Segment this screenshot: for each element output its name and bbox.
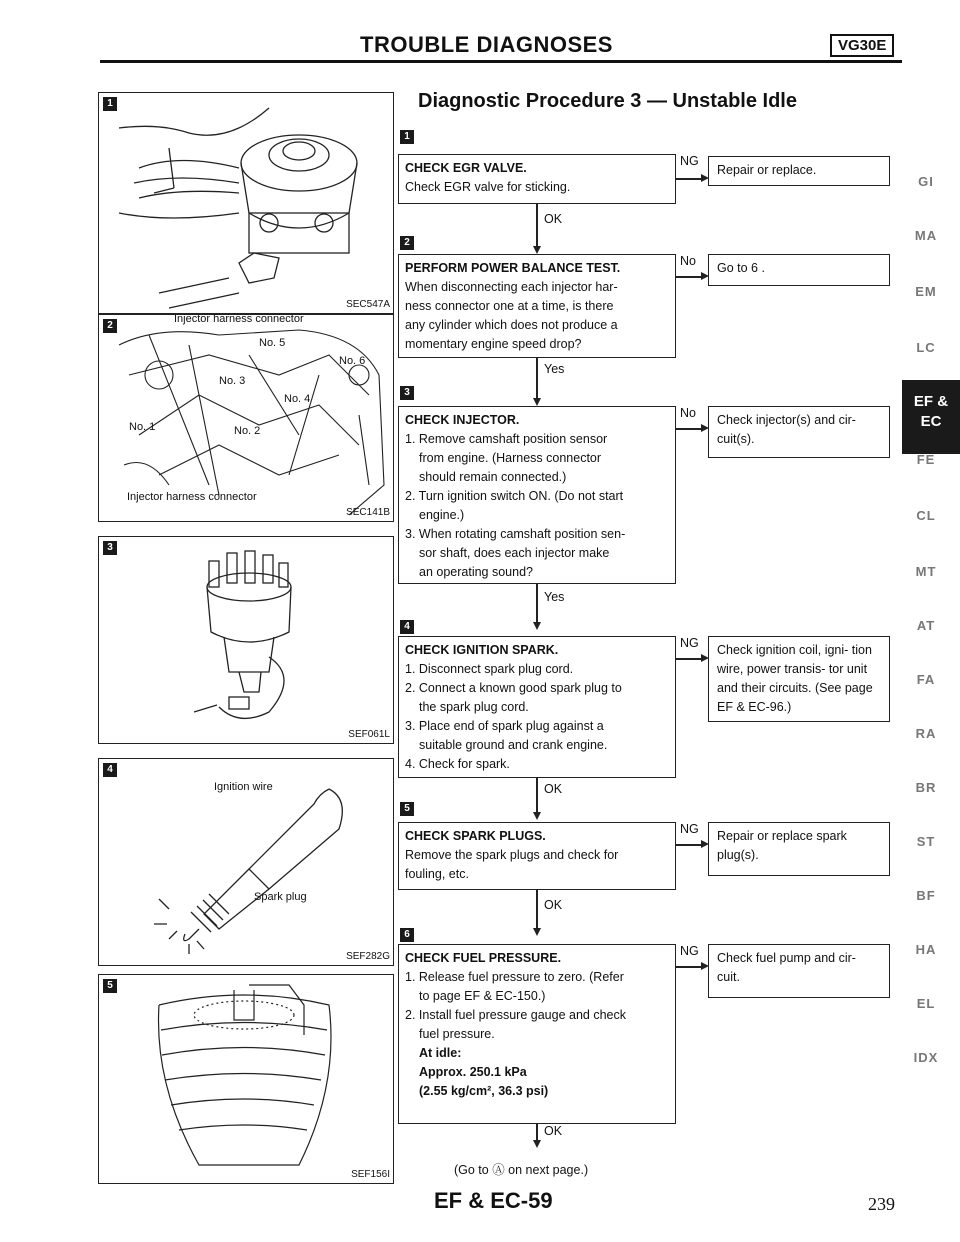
side-tab-cl[interactable]: CL [916, 508, 936, 523]
step-heading: CHECK IGNITION SPARK. [405, 643, 559, 657]
side-tab-el[interactable]: EL [916, 996, 936, 1011]
side-tab-idx[interactable]: IDX [913, 1050, 939, 1065]
result-box: Go to 6 . [708, 254, 890, 286]
figure-egr-valve [98, 92, 394, 314]
result-connector [676, 276, 702, 278]
side-tab-fe[interactable]: FE [916, 452, 936, 467]
step-line: 2. Turn ignition switch ON. (Do not start [405, 489, 624, 503]
step-number-badge: 4 [400, 620, 414, 634]
flow-arrow [533, 928, 541, 936]
harness-label-top: Injector harness connector [174, 313, 304, 325]
side-tab-ha[interactable]: HA [915, 942, 937, 957]
step-line: the spark plug cord. [419, 700, 529, 714]
figure-code: SEF282G [346, 951, 390, 962]
step-number-badge: 1 [400, 130, 414, 144]
step-box-egr [398, 154, 676, 204]
flow-connector [536, 890, 538, 932]
next-tag: OK [544, 782, 563, 796]
figure-code: SEF061L [348, 729, 390, 740]
step-box-fuel-pressure [398, 944, 676, 1124]
flow-arrow [533, 398, 541, 406]
next-tag: Yes [544, 590, 565, 604]
result-box: Check fuel pump and cir- cuit. [708, 944, 890, 998]
result-tag: NG [680, 636, 699, 650]
step-line: 1. Disconnect spark plug cord. [405, 662, 574, 676]
result-tag: No [680, 406, 696, 420]
step-line: fouling, etc. [405, 867, 469, 881]
step-line: momentary engine speed drop? [405, 337, 582, 351]
side-tab-ra[interactable]: RA [915, 726, 937, 741]
figure-number-badge: 5 [103, 979, 117, 993]
result-connector [676, 966, 702, 968]
distributor-illustration [99, 537, 395, 745]
page-footer-section: EF & EC-59 [434, 1188, 553, 1213]
next-tag: OK [544, 1124, 563, 1138]
side-tab-ma[interactable]: MA [914, 228, 938, 243]
flow-arrow [533, 622, 541, 630]
figure-number-badge: 3 [103, 541, 117, 555]
step-heading: PERFORM POWER BALANCE TEST. [405, 261, 621, 275]
step-number-badge: 6 [400, 928, 414, 942]
side-tab-em[interactable]: EM [915, 284, 937, 299]
figure-number-badge: 4 [103, 763, 117, 777]
page-number: 239 [868, 1194, 895, 1214]
step-box-injector [398, 406, 676, 584]
result-connector [676, 428, 702, 430]
step-line: from engine. (Harness connector [419, 451, 602, 465]
result-box: Check injector(s) and cir- cuit(s). [708, 406, 890, 458]
side-tab-at[interactable]: AT [916, 618, 936, 633]
step-line: Check EGR valve for sticking. [405, 180, 571, 194]
result-connector [676, 178, 702, 180]
step-line: to page EF & EC-150.) [419, 989, 546, 1003]
harness-label-bottom: Injector harness connector [127, 491, 257, 503]
step-line: When disconnecting each injector har- [405, 280, 618, 294]
procedure-title: Diagnostic Procedure 3 — Unstable Idle [418, 90, 797, 112]
step-heading: CHECK SPARK PLUGS. [405, 829, 546, 843]
result-tag: NG [680, 822, 699, 836]
figure-code: SEC547A [346, 299, 390, 310]
ignition-wire-label: Ignition wire [214, 781, 273, 793]
step-heading: CHECK INJECTOR. [405, 413, 520, 427]
label-no5: No. 5 [259, 337, 286, 349]
next-tag: Yes [544, 362, 565, 376]
figure-code: SEC141B [346, 507, 390, 518]
step-line: 2. Connect a known good spark plug to [405, 681, 622, 695]
figure-number-badge: 1 [103, 97, 117, 111]
step-heading: CHECK FUEL PRESSURE. [405, 951, 562, 965]
spec-value: (2.55 kg/cm², 36.3 psi) [419, 1084, 549, 1098]
figure-spark-plug-inspection [98, 974, 394, 1184]
label-no1: No. 1 [129, 421, 156, 433]
flow-connector [536, 778, 538, 816]
side-tab-fa[interactable]: FA [916, 672, 936, 687]
label-no4: No. 4 [284, 393, 311, 405]
result-tag: NG [680, 154, 699, 168]
result-connector [676, 844, 702, 846]
flow-connector [536, 204, 538, 252]
step-line: sor shaft, does each injector make [419, 546, 610, 560]
header-rule [100, 60, 902, 63]
side-tab-gi[interactable]: GI [918, 174, 934, 189]
step-line: fuel pressure. [419, 1027, 495, 1041]
goto-text: (Go to Ⓐ on next page.) [454, 1163, 589, 1177]
step-heading: CHECK EGR VALVE. [405, 161, 527, 175]
label-no3: No. 3 [219, 375, 246, 387]
step-line: an operating sound? [419, 565, 533, 579]
step-line: 1. Remove camshaft position sensor [405, 432, 608, 446]
result-box: Repair or replace. [708, 156, 890, 186]
flow-arrow [533, 812, 541, 820]
step-line: engine.) [419, 508, 465, 522]
side-tab-lc[interactable]: LC [916, 340, 936, 355]
side-tab-st[interactable]: ST [916, 834, 936, 849]
result-tag: No [680, 254, 696, 268]
spark-plug-label: Spark plug [254, 891, 307, 903]
result-box: Check ignition coil, igni- tion wire, power transis- tor unit and their circuits. (See page EF & EC-96.) [708, 636, 890, 722]
step-box-spark-plugs [398, 822, 676, 890]
step-line: 3. Place end of spark plug against a [405, 719, 604, 733]
figure-number-badge: 2 [103, 319, 117, 333]
egr-valve-illustration [99, 93, 395, 315]
step-line: suitable ground and crank engine. [419, 738, 608, 752]
step-box-ignition-spark [398, 636, 676, 778]
side-tab-label: EF & [913, 393, 949, 410]
spec-label: At idle: [419, 1046, 462, 1060]
step-line: 2. Install fuel pressure gauge and check [405, 1008, 626, 1022]
figure-distributor [98, 536, 394, 744]
side-tab-bf[interactable]: BF [916, 888, 936, 903]
step-line: 3. When rotating camshaft position sen- [405, 527, 626, 541]
step-number-badge: 3 [400, 386, 414, 400]
step-line: any cylinder which does not produce a [405, 318, 618, 332]
engine-badge: VG30E [830, 34, 894, 57]
label-no6: No. 6 [339, 355, 366, 367]
flow-arrow [533, 1140, 541, 1148]
step-line: should remain connected.) [419, 470, 567, 484]
side-tab-br[interactable]: BR [915, 780, 937, 795]
step-box-power-balance [398, 254, 676, 358]
figure-spark-plug [98, 758, 394, 966]
result-box: Repair or replace spark plug(s). [708, 822, 890, 876]
step-number-badge: 5 [400, 802, 414, 816]
step-line: Remove the spark plugs and check for [405, 848, 619, 862]
step-line: ness connector one at a time, is there [405, 299, 614, 313]
next-tag: OK [544, 898, 563, 912]
side-tab-ef-ec[interactable] [902, 380, 960, 454]
next-tag: OK [544, 212, 563, 226]
flow-arrow [533, 246, 541, 254]
side-tab-mt[interactable]: MT [915, 564, 937, 579]
result-connector [676, 658, 702, 660]
figure-code: SEF156I [351, 1169, 390, 1180]
step-number-badge: 2 [400, 236, 414, 250]
label-no2: No. 2 [234, 425, 261, 437]
side-tab-label: EC [920, 413, 942, 430]
result-tag: NG [680, 944, 699, 958]
spec-value: Approx. 250.1 kPa [419, 1065, 527, 1079]
step-line: 4. Check for spark. [405, 757, 510, 771]
page-header-title: TROUBLE DIAGNOSES [360, 32, 613, 57]
step-line: 1. Release fuel pressure to zero. (Refer [405, 970, 624, 984]
figure-injector-harness [98, 314, 394, 522]
spark-plug-inspection-illustration [99, 975, 395, 1185]
